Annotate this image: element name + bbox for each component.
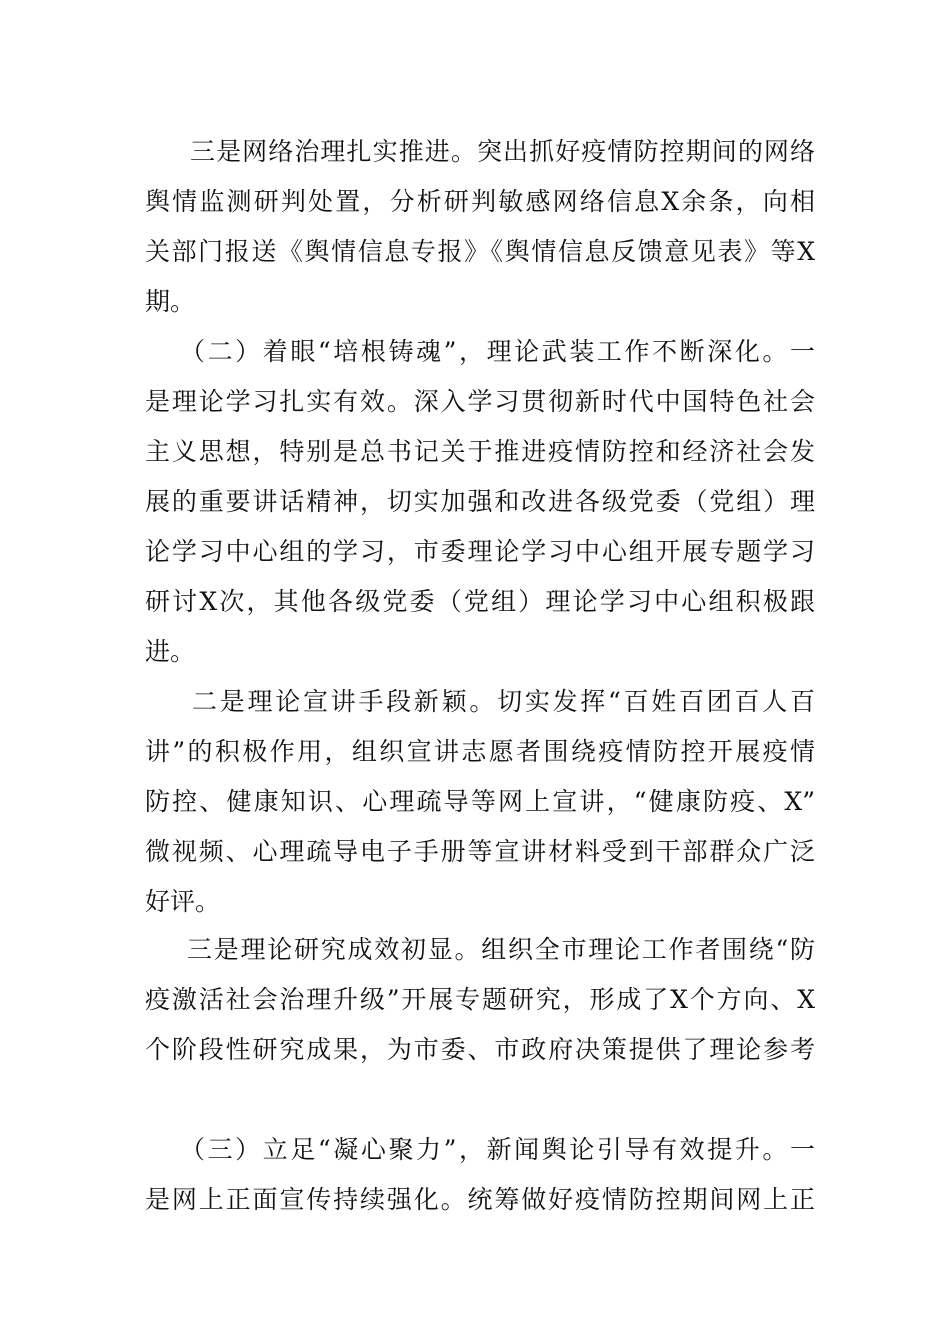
text-line: 三是网络治理扎实推进。突出抓好疫情防控期间的网络 xyxy=(190,137,815,166)
text-line: 是网上正面宣传持续强化。统筹做好疫情防控期间网上正 xyxy=(145,1185,815,1214)
text-line: （三）立足“凝心聚力”，新闻舆论引导有效提升。一 xyxy=(180,1135,815,1164)
text-line: （二）着眼“培根铸魂”，理论武装工作不断深化。一 xyxy=(180,337,815,366)
text-line: 防控、健康知识、心理疏导等网上宣讲，“健康防疫、X” xyxy=(145,787,815,816)
text-line: 展的重要讲话精神，切实加强和改进各级党委（党组）理 xyxy=(145,487,815,516)
text-line: 研讨X次，其他各级党委（党组）理论学习中心组积极跟 xyxy=(145,587,815,616)
text-line: 期。 xyxy=(145,287,196,316)
text-line: 主义思想，特别是总书记关于推进疫情防控和经济社会发 xyxy=(145,437,815,466)
text-line: 讲”的积极作用，组织宣讲志愿者围绕疫情防控开展疫情 xyxy=(145,737,815,766)
text-line: 个阶段性研究成果，为市委、市政府决策提供了理论参考 xyxy=(145,1035,815,1064)
text-line: 疫激活社会治理升级”开展专题研究，形成了X个方向、X xyxy=(145,985,815,1014)
text-line: 三是理论研究成效初显。组织全市理论工作者围绕“防 xyxy=(187,935,815,964)
text-line: 是理论学习扎实有效。深入学习贯彻新时代中国特色社会 xyxy=(145,387,815,416)
text-line: 好评。 xyxy=(145,887,221,916)
text-line: 进。 xyxy=(145,637,196,666)
text-line: 舆情监测研判处置，分析研判敏感网络信息X余条，向相 xyxy=(145,187,815,216)
text-line: 微视频、心理疏导电子手册等宣讲材料受到干部群众广泛 xyxy=(145,837,815,866)
text-line: 论学习中心组的学习，市委理论学习中心组开展专题学习 xyxy=(145,537,815,566)
text-line: 关部门报送《舆情信息专报》《舆情信息反馈意见表》等X xyxy=(145,237,815,266)
text-line: 二是理论宣讲手段新颖。切实发挥“百姓百团百人百 xyxy=(192,687,815,716)
